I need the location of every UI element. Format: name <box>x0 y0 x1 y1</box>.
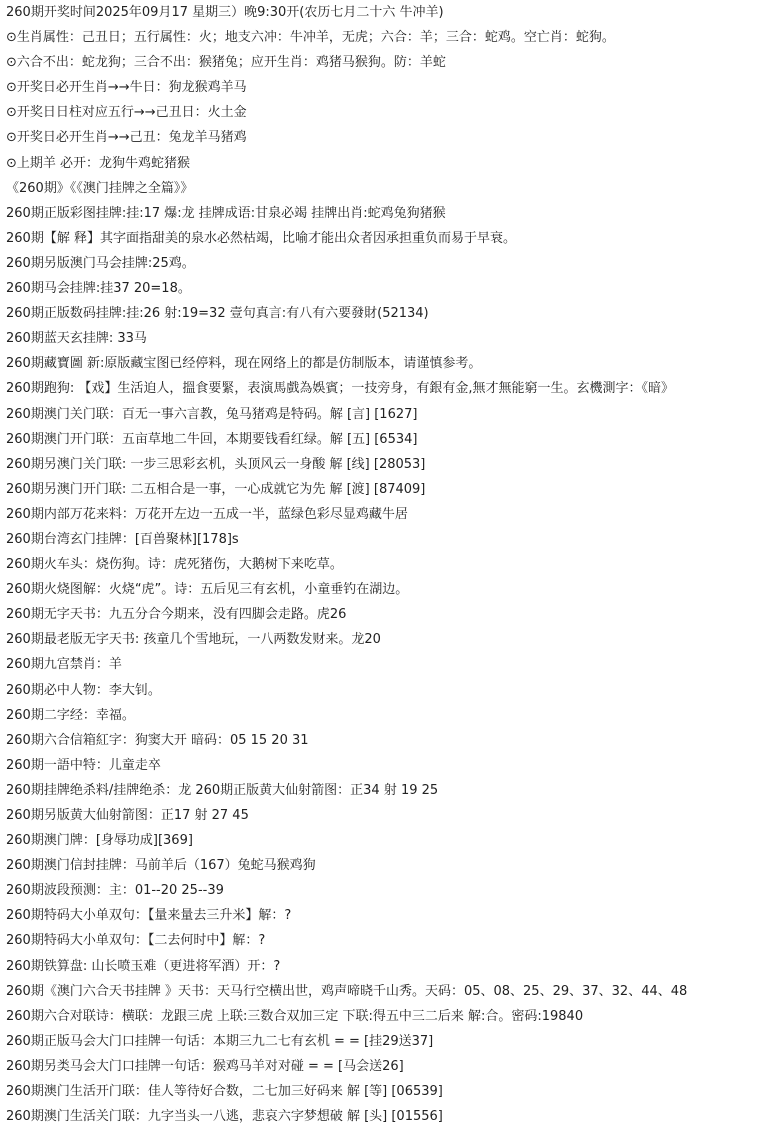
text-line: 260期另版澳门马会挂牌:25鸡。 <box>6 255 195 271</box>
text-line: 260期另澳门关门联: 一步三思彩玄机，头顶风云一身酸 解 [线] [28053] <box>6 456 426 472</box>
text-line: 260期九宫禁肖：羊 <box>6 657 122 673</box>
text-line: 260期【解 释】其字面指甜美的泉水必然枯竭，比喻才能出众者因承担重负而易于早衰。 <box>6 230 516 246</box>
text-line: 260期澳门牌：[身辱功成][369] <box>6 833 193 849</box>
text-line: 260期澳门生活关门联：九字当头一八逃，悲哀六字梦想破 解 [头] [01556] <box>6 1109 443 1125</box>
text-line: ⊙六合不出：蛇龙狗；三合不出：猴猪兔；应开生肖：鸡猪马猴狗。防：羊蛇 <box>6 55 446 71</box>
text-line: 260期开奖时间2025年09月17 星期三）晚9:30开(农历七月二十六 牛冲羊) <box>6 5 444 20</box>
text-line: 260期澳门关门联：百无一事六言教，兔马猪鸡是特码。解 [言] [1627] <box>6 406 418 422</box>
text-line: 260期蓝天玄挂牌: 33马 <box>6 331 147 347</box>
text-line: ⊙生肖属性：己丑日；五行属性：火；地支六冲：牛冲羊，无虎；六合：羊；三合：蛇鸡。空亡肖：蛇狗。 <box>6 30 615 46</box>
text-line: 260期另澳门开门联: 二五相合是一事，一心成就它为先 解 [渡] [87409] <box>6 481 426 497</box>
text-line: 260期特码大小单双句：【二去何时中】解：? <box>6 933 266 949</box>
text-line: 260期马会挂牌:挂37 20=18。 <box>6 281 191 297</box>
text-line: 260期无字天书：九五分合今期来，没有四脚会走路。虎26 <box>6 607 347 623</box>
text-line: 260期台湾玄门挂牌：[百兽聚林][178]s <box>6 531 239 547</box>
text-line: 260期一語中特：儿童走卒 <box>6 757 161 773</box>
text-line: ⊙开奖日日柱对应五行→→己丑日：火土金 <box>6 105 247 121</box>
text-line: ⊙开奖日必开生肖→→牛日：狗龙猴鸡羊马 <box>6 80 247 96</box>
text-line: 260期挂牌绝杀料/挂牌绝杀：龙 260期正版黄大仙射箭图：正34 射 19 25 <box>6 782 439 798</box>
text-line: 260期澳门生活开门联：佳人等待好合数，二七加三好码来 解 [等] [06539] <box>6 1084 443 1100</box>
text-line: 260期特码大小单双句：【量来量去三升米】解：? <box>6 908 292 924</box>
text-line: 260期跑狗: 【戏】生活迫人，搵食要緊，表演馬戲為娛賓；一技旁身，有銀有金,無才無能窮一生。玄機測字：《暗》 <box>6 381 674 397</box>
text-line: ⊙开奖日必开生肖→→己丑：兔龙羊马猪鸡 <box>6 130 247 146</box>
text-line: 260期铁算盘: 山长喷玉难（更进将军酒）开：? <box>6 958 281 974</box>
text-line: 260期火车头：烧伤狗。诗：虎死猪伤，大鹅树下来吃草。 <box>6 557 343 573</box>
text-line: 260期另类马会大门口挂牌一句话：猴鸡马羊对对碰 = = [马会送26] <box>6 1058 404 1074</box>
text-line: 260期澳门信封挂牌：马前羊后（167）兔蛇马猴鸡狗 <box>6 858 316 874</box>
text-line: 260期火烧图解：火烧“虎”。诗：五后见三有玄机，小童垂钓在湖边。 <box>6 582 409 598</box>
text-line: 《260期》《《澳门挂牌之全篇》》 <box>6 180 194 196</box>
text-line: 260期必中人物：李大钊。 <box>6 682 161 698</box>
text-line: 260期波段预测：主：01--20 25--39 <box>6 883 224 899</box>
text-line: 260期六合信箱紅字：狗窦大开 暗码：05 15 20 31 <box>6 732 309 748</box>
text-line: 260期《澳门六合天书挂牌 》天书：天马行空横出世，鸡声啼晓千山秀。天码：05、08、25、29、37、32、44、48 <box>6 983 688 999</box>
text-line: 260期正版彩图挂牌:挂:17 爆:龙 挂牌成语:甘泉必竭 挂牌出肖:蛇鸡兔狗猪猴 <box>6 205 446 221</box>
text-line: 260期二字经：幸福。 <box>6 707 135 723</box>
text-line: 260期正版马会大门口挂牌一句话：本期三九二七有玄机 = = [挂29送37] <box>6 1033 434 1049</box>
text-line: 260期藏寶圖 新:原版藏宝图已经停料，现在网络上的都是仿制版本，请谨慎参考。 <box>6 356 482 372</box>
text-line: ⊙上期羊 必开：龙狗牛鸡蛇猪猴 <box>6 155 191 171</box>
text-line: 260期内部万花来料：万花开左边一五成一半，蓝绿色彩尽显鸡藏牛居 <box>6 506 408 522</box>
text-line: 260期澳门开门联：五亩草地二牛回，本期要钱看红绿。解 [五] [6534] <box>6 431 418 447</box>
text-line: 260期六合对联诗：横联：龙跟三虎 上联:三数合双加三定 下联:得五中三二后来 解:合。密码:19840 <box>6 1008 584 1024</box>
text-line: 260期另版黄大仙射箭图：正17 射 27 45 <box>6 808 249 823</box>
text-line: 260期最老版无字天书: 孩童几个雪地玩，一八两数发财来。龙20 <box>6 632 381 648</box>
text-line: 260期正版数码挂牌:挂:26 射:19=32 壹句真言:有八有六要發財(52134) <box>6 306 429 322</box>
